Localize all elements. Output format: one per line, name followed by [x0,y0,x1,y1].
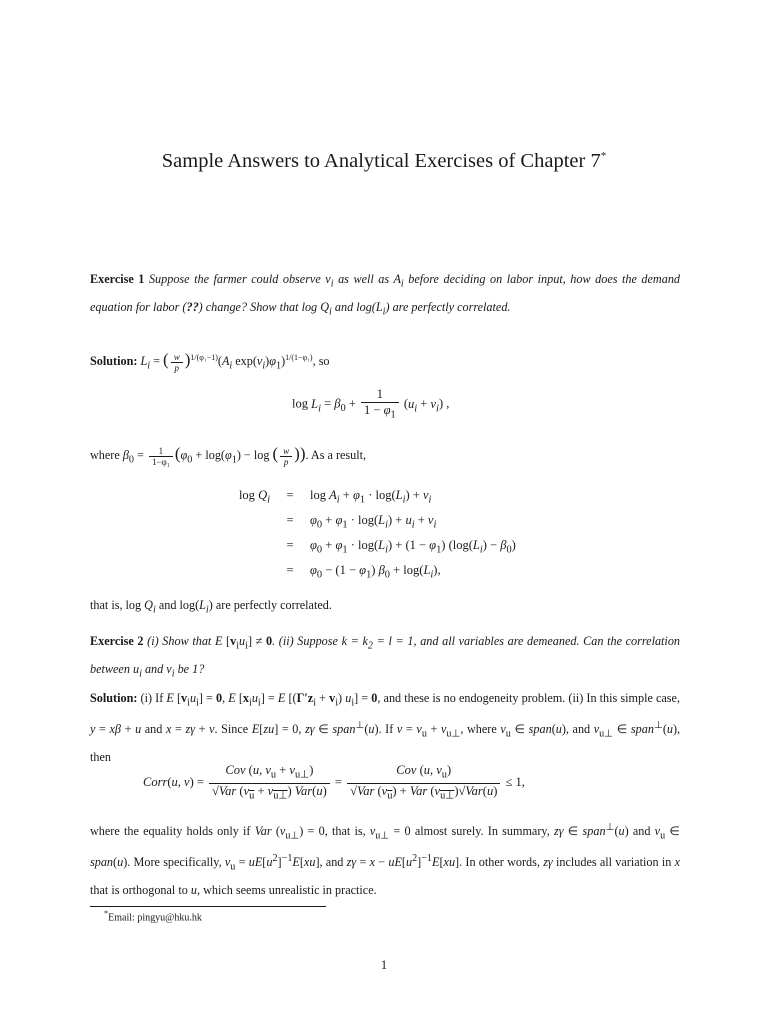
solution-2-label: Solution: [90,691,138,705]
solution-2-para1: Solution: (i) If E $[v_iu_i] = 0$, E $[x_iu_i] = E$ $[(\Gamma'z_i + v_i) u_i] = 0$, and these is no endogeneity problem. (ii) In this simple case, y = xβ + u and x = zγ + v. Since E[zu] = 0, zγ ∈ span⊥(u). If $v = v_u + v_{u\perp}$, where $v_u$ ∈ span(u), and $v_{u\perp}$ ∈ span⊥(u), then [90,691,681,764]
footnote-rule [90,906,326,907]
exercise-1-label: Exercise 1 [90,272,145,286]
aligned-derivation [222,483,516,583]
solution-1-line: Solution: $L_i$ = ( $\frac{w}{p}$ )$^{1/(\varphi_1-1)}(A_i$ $\exp(\nu_i)\varphi_1)^{1/(1-\varphi_1)}$, so [90,350,330,373]
page-number: 1 [380,958,388,972]
exercise-2 [90,630,680,686]
solution-2-para2: where the equality holds only if Var $(v_{u\perp}) = 0$, that is, $v_{u\perp} = 0$ almost surely. In summary, zγ ∈ span⊥(u) and $v_u$ ∈ span(u). More specifically, $v_u = uE[u^2]^{-1}E[xu]$, and $z\gamma = x - uE[u^2]^{-1}E[xu]$. In other words, zγ includes all variation in x that is orthogonal to u, which seems unrealistic in practice. [90,822,680,897]
derivation-row: = $\varphi_0 + \varphi_1 \cdot \log(L_i) + (1 - \varphi_1) (\log(L_i) - \beta_0)$ [286,538,516,556]
title-text: Sample Answers to Analytical Exercises of Chapter 7 [161,150,601,172]
exercise-2-text: (i) Show that E $[v_iu_i] \ne 0$. (ii) Suppose $k = k_2 = l = 1$, and all variables are demeaned. Can the correlation between $u_i$ and $v_i$ be 1? [90,634,681,680]
page-title [0,150,768,173]
derivation-row: $\log Q_i = \log A_i + \varphi_1 \cdot \log(L_i) + \nu_i$ [238,488,432,506]
exercise-2-label: Exercise 2 [90,634,144,648]
footnote-mark: * [104,909,109,918]
exercise-1 [90,268,680,324]
equation-corr: Corr(u, v) = $\frac{Cov (u, v_u + v_{u\perp})}{√Var (v_u + v_{u\perp}) Var(u)}$ = $\frac{Cov (u, v_u)}{√Var (v_u) + Var (v_{u\perp})√Var(u)}$ ≤ 1, [143,763,525,801]
title-footnote-mark: * [600,150,607,163]
solution-1-conclusion: that is, $\log Q_i$ and $\log(L_i)$ are perfectly correlated. [90,598,332,616]
solution-1-label: Solution: [90,354,138,369]
exercise-1-text: Suppose the farmer could observe $\nu_i$ as well as $A_i$ before deciding on labor input, how does the demand equation for labor (??) change? Show that $\log Q_i$ and $\log(L_i)$ are perfectly correlated. [90,272,681,318]
beta0-definition: where $\beta_0$ = $\frac{1}{\text{1−φ₁}}$ ($\varphi_0 + \log(\varphi_1) - \log$ ( $\frac{w}{p}$ )). As a result, [90,444,367,467]
footnote [104,909,202,923]
footnote-text: Email: pingyu@hku.hk [108,912,202,924]
where-tail: . As a result, [305,448,367,462]
derivation-row: = $\varphi_0 - (1 - \varphi_1) \beta_0 + \log(L_i)$, [286,563,441,581]
derivation-row: = $\varphi_0 + \varphi_1 \cdot \log(L_i) + u_i + v_i$ [286,513,437,531]
solution-1-line-tail: , so [312,354,330,369]
equation-log-L: $\log L_i = \beta_0$ + $\frac{1}{1 - \varphi_1}$ $(u_i + v_i)$ , [292,387,450,421]
where-lead: where [90,448,120,462]
